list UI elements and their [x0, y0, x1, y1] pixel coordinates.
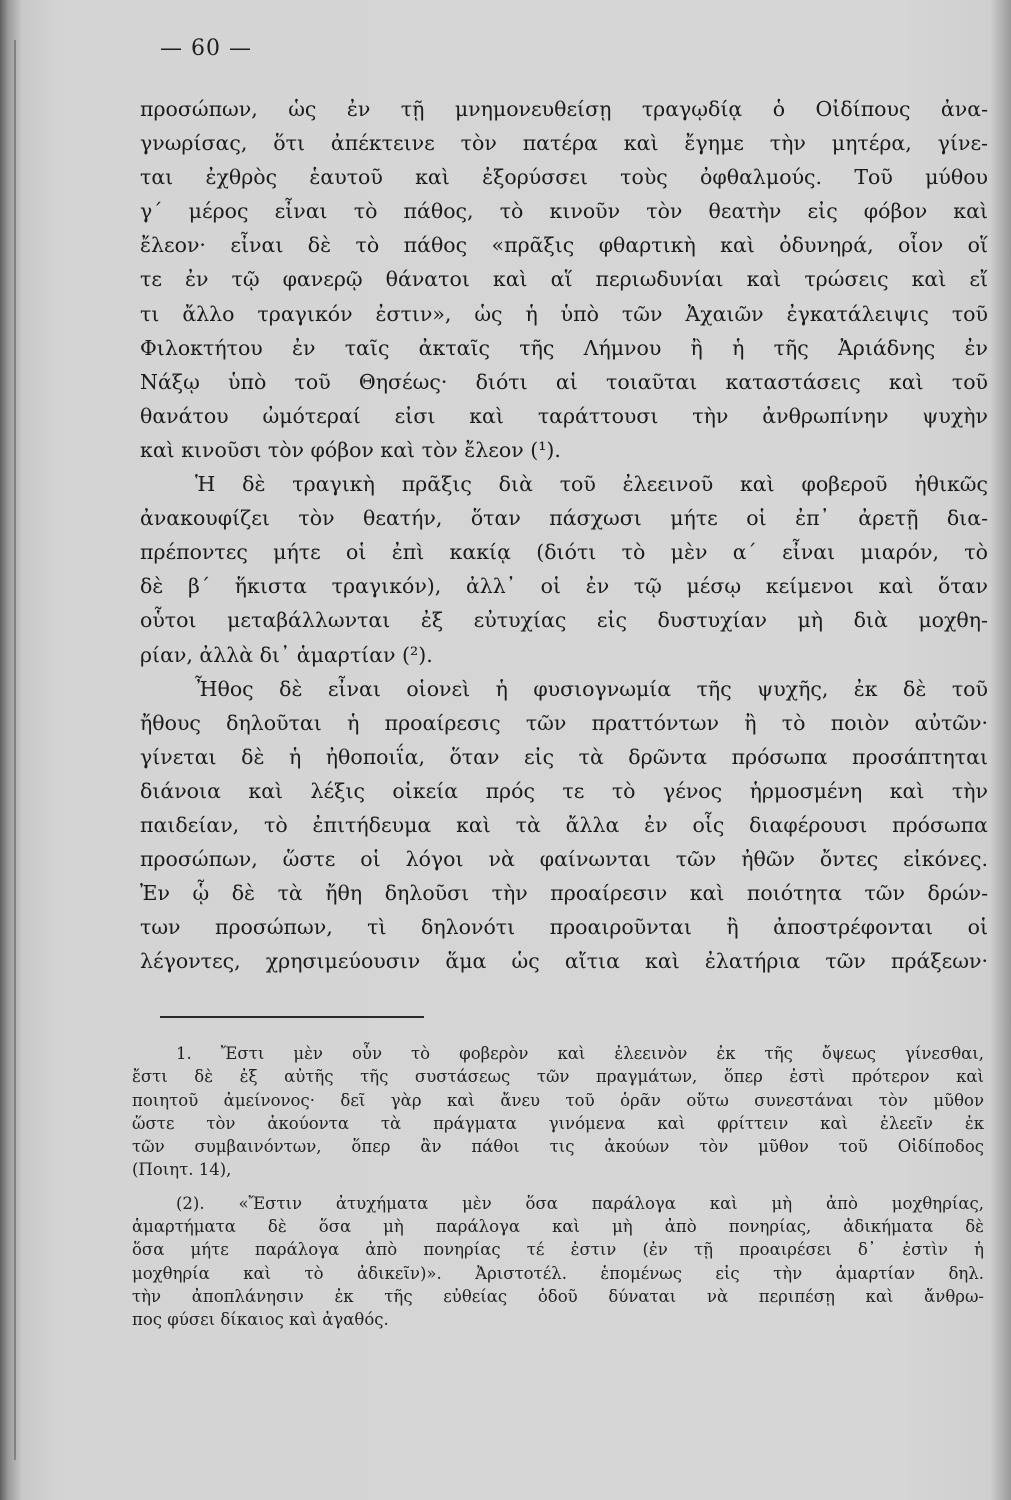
text-line: παιδείαν, τὸ ἐπιτήδευμα καὶ τὰ ἄλλα ἐν οἷς διαφέρουσι πρόσωπα — [140, 812, 988, 837]
text-line: Νάξῳ ὑπὸ τοῦ Θησέως· διότι αἱ τοιαῦται καταστάσεις καὶ τοῦ — [140, 369, 988, 394]
text-line: ἔλεον· εἶναι δὲ τὸ πάθος «πρᾶξις φθαρτικὴ καὶ ὀδυνηρά, οἷον οἵ — [140, 233, 988, 258]
text-line: ἀνακουφίζει τὸν θεατήν, ὅταν πάσχωσι μήτε οἱ ἐπ᾽ ἀρετῇ δια- — [140, 506, 988, 531]
text-line: Φιλοκτήτου ἐν ταῖς ἀκταῖς τῆς Λήμνου ἢ ἡ τῆς Ἀριάδνης ἐν — [140, 335, 988, 360]
text-line: τι ἄλλο τραγικόν ἐστιν», ὡς ἡ ὑπὸ τῶν Ἀχαιῶν ἐγκατάλειψις τοῦ — [140, 301, 988, 326]
text-line: θανάτου ὠμότεραί εἰσι καὶ ταράττουσι τὴν ἀνθρωπίνην ψυχὴν — [140, 403, 988, 428]
text-line: Ἡ δὲ τραγικὴ πρᾶξις διὰ τοῦ ἐλεεινοῦ καὶ φοβεροῦ ἠθικῶς — [195, 472, 988, 497]
footnote-line: ἁμαρτήματα δὲ ὅσα μὴ παράλογα καὶ μὴ ἀπὸ πονηρίας, ἀδικήματα δὲ — [132, 1217, 984, 1237]
text-line: οὗτοι μεταβάλλωνται ἐξ εὐτυχίας εἰς δυστυχίαν μὴ διὰ μοχθη- — [140, 608, 988, 633]
text-line: γ´ μέρος εἶναι τὸ πάθος, τὸ κινοῦν τὸν θεατὴν εἰς φόβον καὶ — [140, 199, 988, 224]
footnote-divider — [160, 1016, 424, 1018]
text-line: γνωρίσας, ὅτι ἀπέκτεινε τὸν πατέρα καὶ ἔγημε τὴν μητέρα, γίνε- — [140, 131, 988, 156]
footnotes — [132, 1042, 984, 1332]
main-text — [140, 92, 988, 978]
page-number: — 60 — — [160, 36, 252, 61]
text-line: λέγοντες, χρησιμεύουσιν ἅμα ὡς αἴτια καὶ ἐλατήρια τῶν πράξεων· — [140, 949, 988, 974]
footnote-2 — [132, 1192, 984, 1332]
footnote-line: πος φύσει δίκαιος καὶ ἀγαθός. — [132, 1310, 389, 1330]
paragraph-3 — [140, 672, 988, 979]
text-line: γίνεται δὲ ἡ ἠθοποιΐα, ὅταν εἰς τὰ δρῶντα πρόσωπα προσάπτηται — [140, 744, 988, 769]
footnote-line: τῶν συμβαινόντων, ὅπερ ἂν πάθοι τις ἀκούων τὸν μῦθον τοῦ Οἰδίποδος — [132, 1137, 984, 1157]
text-line: ἤθους δηλοῦται ἡ προαίρεσις τῶν πραττόντων ἢ τὸ ποιὸν αὐτῶν· — [140, 710, 988, 735]
footnote-line: (Ποιητ. 14), — [132, 1160, 232, 1180]
footnote-line: ὅσα μήτε παράλογα ἀπὸ πονηρίας τέ ἐστιν (ἐν τῇ προαιρέσει δ᾽ ἐστὶν ἡ — [132, 1240, 984, 1260]
paragraph-1 — [140, 92, 988, 467]
text-line: δὲ β´ ἥκιστα τραγικόν), ἀλλ᾽ οἱ ἐν τῷ μέσῳ κείμενοι καὶ ὅταν — [140, 574, 988, 599]
footnote-line: 1. Ἔστι μὲν οὖν τὸ φοβερὸν καὶ ἐλεεινὸν ἐκ τῆς ὄψεως γίνεσθαι, — [176, 1044, 984, 1063]
footnote-line: ἔστι δὲ ἐξ αὐτῆς τῆς συστάσεως τῶν πραγμάτων, ὅπερ ἐστὶ πρότερον καὶ — [132, 1067, 984, 1087]
text-line: προσώπων, ὥστε οἱ λόγοι νὰ φαίνωνται τῶν ἠθῶν ὄντες εἰκόνες. — [140, 847, 988, 872]
footnote-line: ποιητοῦ ἀμείνονος· δεῖ γὰρ καὶ ἄνευ τοῦ ὁρᾶν οὕτω συνεστάναι τὸν μῦθον — [132, 1090, 984, 1110]
text-line: Ἦθος δὲ εἶναι οἱονεὶ ἡ φυσιογνωμία τῆς ψυχῆς, ἐκ δὲ τοῦ — [195, 676, 988, 701]
footnote-line: ὥστε τὸν ἀκούοντα τὰ πράγματα γινόμενα καὶ φρίττειν καὶ ἐλεεῖν ἐκ — [132, 1113, 984, 1133]
footnote-1 — [132, 1042, 984, 1182]
text-line: των προσώπων, τὶ δηλονότι προαιροῦνται ἢ ἀποστρέφονται οἱ — [140, 915, 988, 940]
text-line: καὶ κινοῦσι τὸν φόβον καὶ τὸν ἔλεον (¹). — [140, 437, 561, 462]
text-line: διάνοια καὶ λέξις οἰκεία πρός τε τὸ γένος ἡρμοσμένη καὶ τὴν — [140, 778, 988, 803]
footnote-line: μοχθηρία καὶ τὸ ἀδικεῖν)». Ἀριστοτέλ. ἑπομένως εἰς τὴν ἁμαρτίαν δηλ. — [132, 1263, 984, 1283]
footnote-line: (2). «Ἔστιν ἀτυχήματα μὲν ὅσα παράλογα καὶ μὴ ἀπὸ μοχθηρίας, — [176, 1193, 984, 1213]
footnote-line: τὴν ἀποπλάνησιν ἐκ τῆς εὐθείας ὁδοῦ δύναται νὰ περιπέσῃ καὶ ἄνθρω- — [132, 1286, 984, 1306]
paragraph-2 — [140, 467, 988, 672]
text-line: τε ἐν τῷ φανερῷ θάνατοι καὶ αἵ περιωδυνίαι καὶ τρώσεις καὶ εἴ — [140, 267, 988, 292]
text-line: ται ἐχθρὸς ἑαυτοῦ καὶ ἐξορύσσει τοὺς ὀφθαλμούς. Τοῦ μύθου — [140, 165, 988, 190]
text-line: Ἐν ᾧ δὲ τὰ ἤθη δηλοῦσι τὴν προαίρεσιν καὶ ποιότητα τῶν δρών- — [140, 881, 988, 906]
text-line: πρέποντες μήτε οἱ ἐπὶ κακίᾳ (διότι τὸ μὲν α´ εἶναι μιαρόν, τὸ — [140, 540, 988, 565]
text-line: ρίαν, ἀλλὰ δι᾽ ἁμαρτίαν (²). — [140, 642, 433, 667]
text-line: προσώπων, ὡς ἐν τῇ μνημονευθείσῃ τραγῳδίᾳ ὁ Οἰδίπους ἀνα- — [140, 97, 988, 121]
